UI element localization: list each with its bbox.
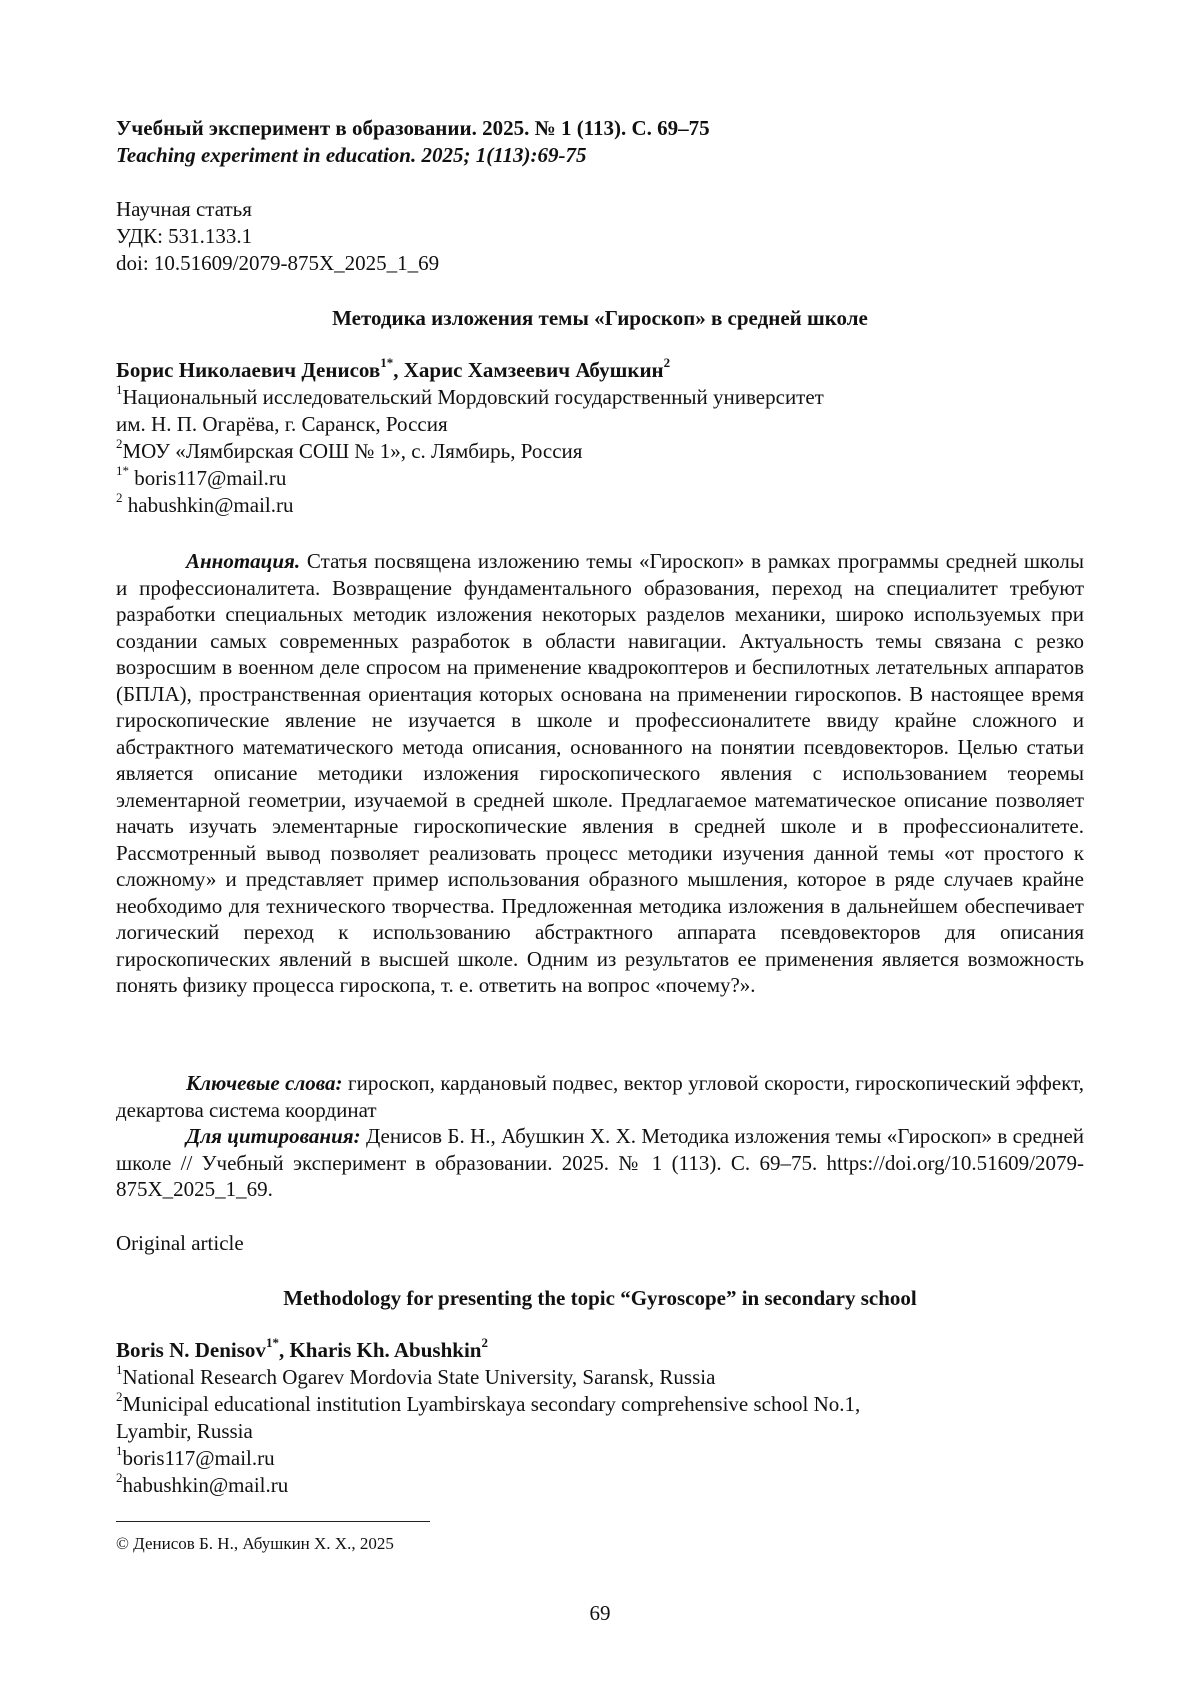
email-mark: 2 (116, 1470, 123, 1485)
keywords-ru (116, 1070, 1084, 1123)
journal-citation-ru: Учебный эксперимент в образовании. 2025. № 1 (113). С. 69–75 (116, 116, 710, 140)
article-title-en: Methodology for presenting the topic “Gyroscope” in secondary school (283, 1286, 917, 1310)
email-mark: 2 (116, 490, 123, 505)
affiliation-line (116, 1418, 1084, 1445)
affiliation-line (116, 384, 1084, 411)
author-affiliation-mark: 2 (663, 355, 671, 370)
doi: doi: 10.51609/2079-875X_2025_1_69 (116, 251, 440, 275)
affiliation-text: Национальный исследовательский Мордовский государственный университет (122, 385, 824, 409)
author-affiliation-mark: 1* (380, 355, 394, 370)
affiliation-line (116, 411, 1084, 438)
affiliation-mark: 1 (116, 382, 123, 397)
affiliation-text: им. Н. П. Огарёва, г. Саранск, Россия (116, 412, 448, 436)
copyright-note: © Денисов Б. Н., Абушкин Х. Х., 2025 (116, 1534, 394, 1553)
abstract-text: Статья посвящена изложению темы «Гироскоп» в рамках программы средней школы и профессионалитета. Возвращение фундаментального образования, переход на специалитет требуют разработки специальных методик изложения некоторых разделов механики, широко используемых при создании самых современных разработок в области навигации. Актуальность темы связана с резко возросшим в военном деле спросом на применение квадрокоптеров и беспилотных летательных аппаратов (БПЛА), пространственная ориентация которых основана на применении гироскопов. В настоящее время гироскопические явление не изучается в школе и профессионалитете ввиду крайне сложного и абстрактного математического метода описания, основанного на понятии псевдовекторов. Целью статьи является описание методики изложения гироскопического явления с использованием теоремы элементарной геометрии, изучаемой в средней школе. Предлагаемое математическое описание позволяет начать изучать элементарные гироскопические явления в средней школе и в профессионалитете. Рассмотренный вывод позволяет реализовать процесс методики изучения данной темы «от простого к сложному» и представляет пример использования образного мышления, которое в ряде случаев крайне необходимо для технического творчества. Предложенная методика изложения в дальнейшем обеспечивает логический переход к использованию абстрактного аппарата псевдовекторов для описания гироскопических явлений в высшей школе. Одним из результатов ее применения является возможность понять физику процесса гироскопа, т. е. ответить на вопрос «почему?». (116, 549, 1084, 997)
email-mark: 1* (116, 463, 129, 478)
email-line (116, 1445, 1084, 1472)
affiliation-text: Lyambir, Russia (116, 1419, 253, 1443)
affiliation-line (116, 1391, 1084, 1418)
article-title-ru: Методика изложения темы «Гироскоп» в средней школе (332, 306, 868, 330)
citation-text: Денисов Б. Н., Абушкин Х. Х. Методика изложения темы «Гироскоп» в средней школе // Учебный эксперимент в образовании. 2025. № 1 (113). С. 69–75. https://doi.org/10.51609/2079-875X_2025_1_69. (116, 1124, 1085, 1201)
author-separator: , (278, 1338, 290, 1362)
email-line (116, 1472, 1084, 1499)
affiliation-line (116, 1364, 1084, 1391)
udk: УДК: 531.133.1 (116, 224, 253, 248)
email-line (116, 492, 1084, 519)
keywords-label: Ключевые слова: (186, 1071, 343, 1095)
email-link[interactable]: boris117@mail.ru (129, 466, 287, 490)
author-name: Харис Хамзеевич Абушкин (403, 358, 664, 382)
affiliation-mark: 2 (116, 1389, 123, 1404)
affiliation-mark: 2 (116, 436, 123, 451)
authors-en (116, 1337, 1084, 1364)
page-number: 69 (589, 1601, 611, 1625)
citation-label: Для цитирования: (186, 1124, 361, 1148)
email-line (116, 465, 1084, 492)
email-mark: 1 (116, 1443, 123, 1458)
affiliation-text: National Research Ogarev Mordovia State University, Saransk, Russia (122, 1365, 716, 1389)
author-name: Boris N. Denisov (116, 1338, 266, 1362)
affiliations-ru (116, 384, 1084, 519)
author-separator: , (393, 358, 404, 382)
authors-ru (116, 357, 1084, 384)
journal-citation-en: Teaching experiment in education. 2025; 1(113):69-75 (116, 143, 587, 167)
affiliation-line (116, 438, 1084, 465)
keywords-text: гироскоп, кардановый подвес, вектор угловой скорости, гироскопический эффект, декартова система координат (116, 1071, 1084, 1122)
author-name: Борис Николаевич Денисов (116, 358, 381, 382)
email-link[interactable]: habushkin@mail.ru (122, 1473, 289, 1497)
affiliation-text: МОУ «Лямбирская СОШ № 1», с. Лямбирь, Россия (122, 439, 583, 463)
citation-ru (116, 1123, 1084, 1203)
affiliations-en (116, 1364, 1084, 1499)
affiliation-mark: 1 (116, 1362, 123, 1377)
affiliation-text: Municipal educational institution Lyambirskaya secondary comprehensive school No.1, (122, 1392, 861, 1416)
abstract-label: Аннотация. (186, 549, 301, 573)
article-type-en: Original article (116, 1231, 244, 1255)
article-type-ru: Научная статья (116, 197, 252, 221)
footnote-divider (116, 1521, 430, 1522)
abstract-ru (116, 548, 1084, 999)
author-affiliation-mark: 2 (481, 1335, 488, 1350)
email-link[interactable]: habushkin@mail.ru (122, 493, 294, 517)
author-affiliation-mark: 1* (265, 1335, 279, 1350)
email-link[interactable]: boris117@mail.ru (122, 1446, 275, 1470)
author-name: Kharis Kh. Abushkin (289, 1338, 482, 1362)
